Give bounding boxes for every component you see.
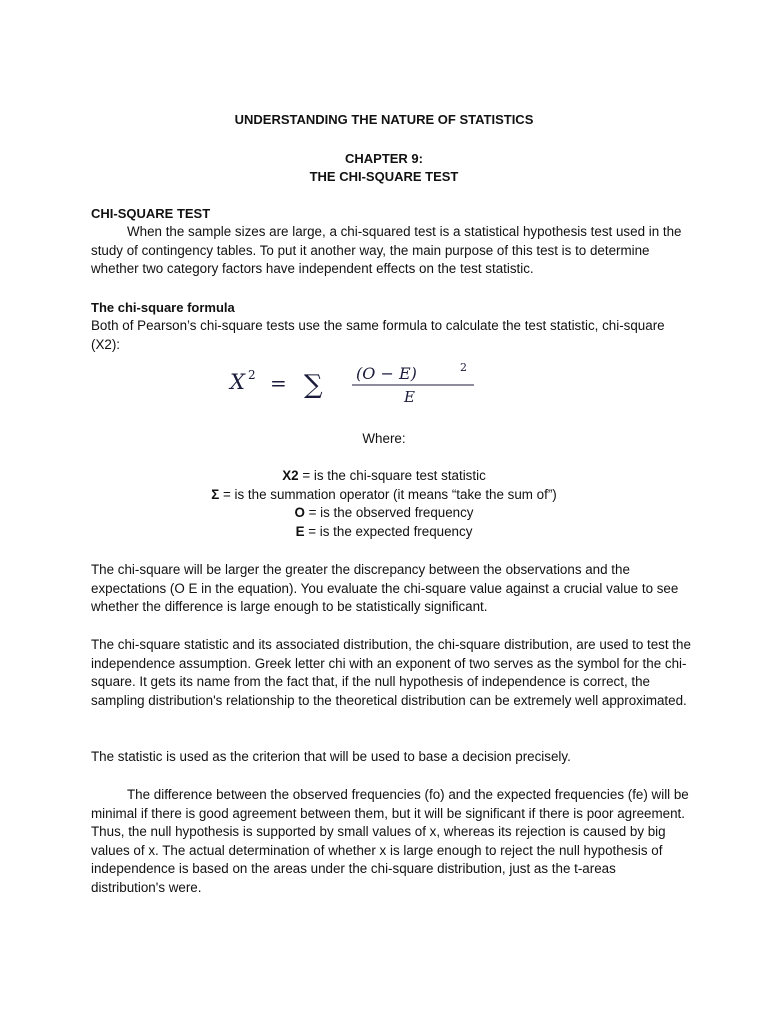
- definition-text: = is the expected frequency: [304, 523, 473, 539]
- paragraph-text: The chi-square statistic and its associated distribution, the chi-square distribution, are used to test the independence assumption. Greek letter chi with an exponent of two serves as the symbol for the chi-square. It gets its name from the fact that, if the null hypothesis of independence is correct, the sampling distribution's relationship to the theoretical distribution can be extremely well approximated.: [91, 637, 691, 708]
- section-chi-square-test: [91, 205, 691, 279]
- definition-text: = is the observed frequency: [304, 505, 474, 520]
- definition-symbol: O: [294, 505, 305, 520]
- formula-lhs: X: [230, 370, 245, 394]
- definition-symbol: E: [295, 523, 305, 539]
- definition-symbol: Σ: [211, 486, 220, 502]
- paragraph-text: The statistic is used as the criterion that will be used to base a decision precisely.: [91, 749, 571, 764]
- section-chi-square-formula: [91, 299, 691, 354]
- body-paragraph-4: [91, 786, 691, 897]
- definition-row: [0, 523, 768, 542]
- body-paragraph-2: [91, 636, 691, 710]
- definition-row: [0, 486, 768, 505]
- formula-equals: =: [270, 371, 287, 395]
- formula-numerator: (O − E): [356, 364, 417, 383]
- section-paragraph: Both of Pearson’s chi-square tests use the same formula to calculate the test statistic, chi-square (X2):: [91, 318, 665, 352]
- definition-symbol: X2: [282, 468, 299, 483]
- definition-row: [0, 467, 768, 486]
- paragraph-text: The difference between the observed frequencies (fo) and the expected frequencies (fe) will be minimal if there is good agreement between them, but it will be significant if there is poor agreement. Thus, the null hypothesis is supported by small values of x, whereas its rejection is caused by big values of x. The actual determination of whether x is large enough to reject the null hypothesis of independence is based on the areas under the chi-square distribution, just as the t-areas distribution's were.: [91, 787, 689, 895]
- body-paragraph-1: [91, 561, 691, 617]
- definitions-list: [0, 467, 768, 541]
- formula-denominator: E: [404, 388, 415, 406]
- where-label: Where:: [362, 431, 406, 446]
- formula-sum-symbol: ∑: [304, 370, 323, 400]
- definition-text: = is the chi-square test statistic: [298, 468, 486, 483]
- section-paragraph: When the sample sizes are large, a chi-squared test is a statistical hypothesis test used in the study of contingency tables. To put it another way, the main purpose of this test is to determine whether two category factors have independent effects on the test statistic.: [91, 224, 682, 276]
- definition-row: [0, 504, 768, 523]
- chapter-title: THE CHI-SQUARE TEST: [309, 169, 459, 184]
- formula-numerator-exponent: 2: [460, 362, 467, 374]
- formula-lhs-exponent: 2: [248, 368, 256, 382]
- chapter-number: CHAPTER 9:: [344, 151, 423, 166]
- definition-text: = is the summation operator (it means “take the sum of”): [219, 486, 557, 502]
- chi-square-formula: [228, 362, 488, 406]
- document-title: UNDERSTANDING THE NATURE OF STATISTICS: [234, 112, 534, 127]
- section-heading: The chi-square formula: [91, 300, 235, 315]
- section-heading: CHI-SQUARE TEST: [91, 206, 211, 221]
- body-paragraph-3: [91, 748, 691, 767]
- paragraph-text: The chi-square will be larger the greater the discrepancy between the observations and the expectations (O E in the equation). You evaluate the chi-square value against a crucial value to see whether the difference is large enough to be statistically significant.: [91, 562, 679, 614]
- chapter-heading: [0, 150, 768, 186]
